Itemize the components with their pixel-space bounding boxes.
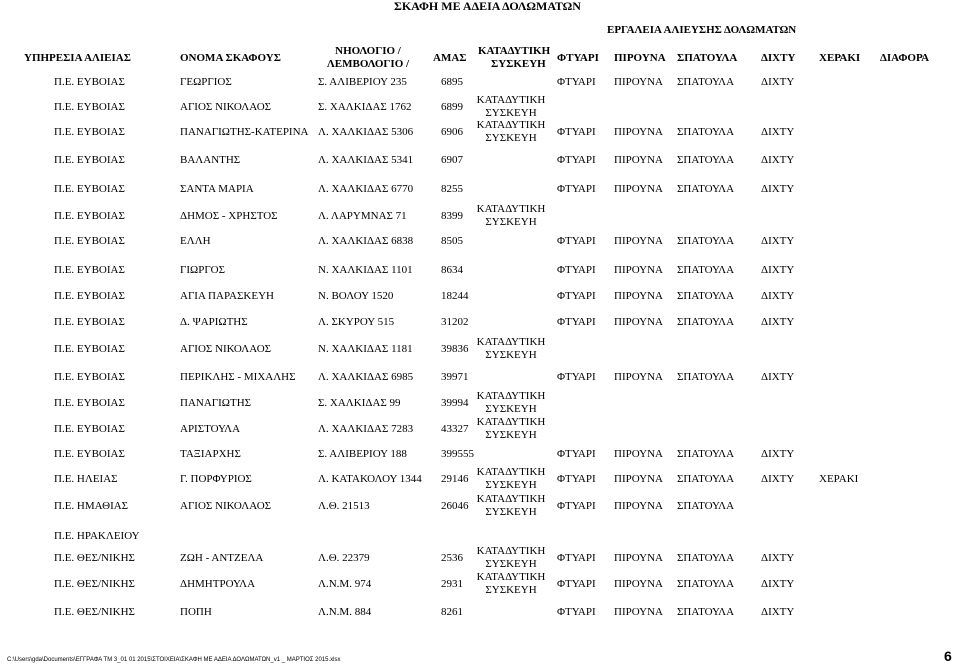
cell-service: Π.Ε. ΕΥΒΟΙΑΣ: [54, 290, 125, 302]
cell-amas: 6906: [441, 126, 463, 138]
cell-tool: ΦΤΥΑΡΙ: [557, 316, 596, 328]
cell-registry: Λ. ΧΑΛΚΙΔΑΣ 6838: [318, 235, 414, 247]
cell-tool: ΠΙΡΟΥΝΑ: [614, 264, 663, 276]
cell-tool: ΔΙΧΤΥ: [761, 371, 795, 383]
cell-trap-device: ΚΑΤΑΔΥΤΙΚΗ ΣΥΣΚΕΥΗ: [476, 466, 546, 491]
cell-tool: ΦΤΥΑΡΙ: [557, 235, 596, 247]
cell-vessel: ΠΑΝΑΓΙΩΤΗΣ-ΚΑΤΕΡΙΝΑ: [180, 126, 309, 138]
cell-tool: ΔΙΧΤΥ: [761, 578, 795, 590]
cell-vessel: ΑΓΙΟΣ ΝΙΚΟΛΑΟΣ: [180, 101, 272, 113]
cell-amas: 18244: [441, 290, 469, 302]
cell-vessel: ΒΑΛΑΝΤΗΣ: [180, 154, 241, 166]
cell-tool: ΔΙΧΤΥ: [761, 606, 795, 618]
cell-amas: 6907: [441, 154, 463, 166]
cell-tool: ΔΙΧΤΥ: [761, 76, 795, 88]
cell-tool: ΣΠΑΤΟΥΛΑ: [677, 500, 735, 512]
header-tool-other: ΔΙΑΦΟΡΑ: [880, 52, 930, 64]
cell-tool: ΠΙΡΟΥΝΑ: [614, 500, 663, 512]
cell-registry: Σ. ΑΛΙΒΕΡΙΟΥ 235: [318, 76, 407, 88]
cell-tool: ΠΙΡΟΥΝΑ: [614, 183, 663, 195]
cell-registry: Λ. ΣΚΥΡΟΥ 515: [318, 316, 395, 328]
cell-amas: 39971: [441, 371, 469, 383]
cell-service: Π.Ε. ΕΥΒΟΙΑΣ: [54, 76, 125, 88]
header-vessel: ΟΝΟΜΑ ΣΚΑΦΟΥΣ: [180, 52, 281, 64]
cell-amas: 39994: [441, 397, 469, 409]
cell-registry: Ν. ΒΟΛΟΥ 1520: [318, 290, 394, 302]
cell-tool: ΣΠΑΤΟΥΛΑ: [677, 290, 735, 302]
cell-trap-device: ΚΑΤΑΔΥΤΙΚΗ ΣΥΣΚΕΥΗ: [476, 416, 546, 441]
cell-service: Π.Ε. ΕΥΒΟΙΑΣ: [54, 101, 125, 113]
cell-service: Π.Ε. ΘΕΣ/ΝΙΚΗΣ: [54, 606, 135, 618]
cell-service: Π.Ε. ΘΕΣ/ΝΙΚΗΣ: [54, 578, 135, 590]
cell-registry: Λ. ΧΑΛΚΙΔΑΣ 6770: [318, 183, 414, 195]
cell-service: Π.Ε. ΗΡΑΚΛΕΙΟΥ: [54, 530, 140, 542]
cell-registry: Ν. ΧΑΛΚΙΔΑΣ 1181: [318, 343, 413, 355]
cell-tool: ΠΙΡΟΥΝΑ: [614, 578, 663, 590]
cell-tool: ΦΤΥΑΡΙ: [557, 371, 596, 383]
cell-tool: ΦΤΥΑΡΙ: [557, 606, 596, 618]
cell-trap-device: ΚΑΤΑΔΥΤΙΚΗ ΣΥΣΚΕΥΗ: [476, 336, 546, 361]
cell-tool: ΦΤΥΑΡΙ: [557, 473, 596, 485]
cell-amas: 26046: [441, 500, 469, 512]
cell-registry: Λ. ΧΑΛΚΙΔΑΣ 7283: [318, 423, 414, 435]
cell-tool: ΔΙΧΤΥ: [761, 316, 795, 328]
cell-tool: ΔΙΧΤΥ: [761, 126, 795, 138]
cell-tool: ΧΕΡΑΚΙ: [819, 473, 859, 485]
cell-tool: ΠΙΡΟΥΝΑ: [614, 371, 663, 383]
cell-registry: Σ. ΧΑΛΚΙΔΑΣ 1762: [318, 101, 412, 113]
cell-registry: Λ.Ν.Μ. 884: [318, 606, 372, 618]
cell-tool: ΔΙΧΤΥ: [761, 154, 795, 166]
cell-service: Π.Ε. ΗΛΕΙΑΣ: [54, 473, 118, 485]
cell-tool: ΣΠΑΤΟΥΛΑ: [677, 578, 735, 590]
cell-vessel: ΑΓΙΟΣ ΝΙΚΟΛΑΟΣ: [180, 343, 272, 355]
cell-registry: Λ.Ν.Μ. 974: [318, 578, 372, 590]
cell-service: Π.Ε. ΘΕΣ/ΝΙΚΗΣ: [54, 552, 135, 564]
header-trap-line1: ΚΑΤΑΔΥΤΙΚΗ: [478, 45, 551, 57]
cell-registry: Λ. ΚΑΤΑΚΟΛΟΥ 1344: [318, 473, 422, 485]
cell-tool: ΔΙΧΤΥ: [761, 290, 795, 302]
cell-registry: Λ. ΧΑΛΚΙΔΑΣ 5306: [318, 126, 414, 138]
cell-trap-device: ΚΑΤΑΔΥΤΙΚΗ ΣΥΣΚΕΥΗ: [476, 119, 546, 144]
cell-tool: ΦΤΥΑΡΙ: [557, 552, 596, 564]
cell-amas: 8255: [441, 183, 463, 195]
cell-tool: ΦΤΥΑΡΙ: [557, 578, 596, 590]
cell-registry: Λ.Θ. 22379: [318, 552, 370, 564]
header-tool-spatula: ΣΠΑΤΟΥΛΑ: [677, 52, 738, 64]
cell-registry: Λ. ΛΑΡΥΜΝΑΣ 71: [318, 210, 407, 222]
cell-tool: ΦΤΥΑΡΙ: [557, 183, 596, 195]
cell-vessel: ΠΟΠΗ: [180, 606, 212, 618]
cell-trap-device: ΚΑΤΑΔΥΤΙΚΗ ΣΥΣΚΕΥΗ: [476, 94, 546, 119]
cell-tool: ΠΙΡΟΥΝΑ: [614, 290, 663, 302]
cell-tool: ΦΤΥΑΡΙ: [557, 290, 596, 302]
cell-registry: Λ. ΧΑΛΚΙΔΑΣ 5341: [318, 154, 414, 166]
cell-tool: ΣΠΑΤΟΥΛΑ: [677, 606, 735, 618]
header-trap-line2: ΣΥΣΚΕΥΗ: [491, 58, 546, 70]
cell-registry: Λ.Θ. 21513: [318, 500, 370, 512]
cell-service: Π.Ε. ΕΥΒΟΙΑΣ: [54, 448, 125, 460]
header-registry-line1: ΝΗΟΛΟΓΙΟ /: [335, 45, 401, 57]
cell-tool: ΠΙΡΟΥΝΑ: [614, 448, 663, 460]
cell-vessel: ΤΑΞΙΑΡΧΗΣ: [180, 448, 241, 460]
cell-amas: 39836: [441, 343, 469, 355]
cell-tool: ΣΠΑΤΟΥΛΑ: [677, 126, 735, 138]
cell-tool: ΣΠΑΤΟΥΛΑ: [677, 448, 735, 460]
footer-file-path: C:\Users\gda\Documents\ΕΓΓΡΑΦΑ ΤΜ 3_01 01 2015\ΣΤΟΙΧΕΙΑ\ΣΚΑΦΗ ΜΕ ΑΔΕΙΑ ΔΟΛΩΜΑΤΩΝ_v1 _ ΜΑΡΤΙΟΣ 2015.xlsx: [7, 657, 341, 663]
cell-amas: 8399: [441, 210, 463, 222]
cell-tool: ΣΠΑΤΟΥΛΑ: [677, 76, 735, 88]
cell-vessel: ΔΗΜΗΤΡΟΥΛΑ: [180, 578, 256, 590]
cell-tool: ΦΤΥΑΡΙ: [557, 500, 596, 512]
cell-vessel: Δ. ΨΑΡΙΩΤΗΣ: [180, 316, 248, 328]
cell-amas: 6899: [441, 101, 463, 113]
cell-tool: ΔΙΧΤΥ: [761, 183, 795, 195]
cell-tool: ΔΙΧΤΥ: [761, 473, 795, 485]
cell-service: Π.Ε. ΕΥΒΟΙΑΣ: [54, 126, 125, 138]
cell-vessel: ΣΑΝΤΑ ΜΑΡΙΑ: [180, 183, 254, 195]
page-title: ΣΚΑΦΗ ΜΕ ΑΔΕΙΑ ΔΟΛΩΜΑΤΩΝ: [394, 0, 581, 13]
page-number: 6: [944, 648, 952, 664]
cell-vessel: ΓΕΩΡΓΙΟΣ: [180, 76, 232, 88]
cell-trap-device: ΚΑΤΑΔΥΤΙΚΗ ΣΥΣΚΕΥΗ: [476, 571, 546, 596]
cell-tool: ΠΙΡΟΥΝΑ: [614, 606, 663, 618]
cell-tool: ΔΙΧΤΥ: [761, 448, 795, 460]
cell-tool: ΠΙΡΟΥΝΑ: [614, 552, 663, 564]
cell-registry: Ν. ΧΑΛΚΙΔΑΣ 1101: [318, 264, 413, 276]
cell-registry: Σ. ΑΛΙΒΕΡΙΟΥ 188: [318, 448, 407, 460]
cell-tool: ΠΙΡΟΥΝΑ: [614, 154, 663, 166]
cell-amas: 43327: [441, 423, 469, 435]
cell-registry: Σ. ΧΑΛΚΙΔΑΣ 99: [318, 397, 401, 409]
cell-vessel: ΔΗΜΟΣ - ΧΡΗΣΤΟΣ: [180, 210, 278, 222]
header-service: ΥΠΗΡΕΣΙΑ ΑΛΙΕΙΑΣ: [24, 52, 131, 64]
cell-service: Π.Ε. ΕΥΒΟΙΑΣ: [54, 371, 125, 383]
cell-tool: ΣΠΑΤΟΥΛΑ: [677, 235, 735, 247]
cell-amas: 31202: [441, 316, 469, 328]
cell-vessel: ΖΩΗ - ΑΝΤΖΕΛΑ: [180, 552, 264, 564]
cell-tool: ΣΠΑΤΟΥΛΑ: [677, 154, 735, 166]
cell-service: Π.Ε. ΕΥΒΟΙΑΣ: [54, 183, 125, 195]
cell-registry: Λ. ΧΑΛΚΙΔΑΣ 6985: [318, 371, 414, 383]
cell-tool: ΠΙΡΟΥΝΑ: [614, 473, 663, 485]
cell-vessel: ΠΑΝΑΓΙΩΤΗΣ: [180, 397, 252, 409]
cell-tool: ΣΠΑΤΟΥΛΑ: [677, 473, 735, 485]
cell-amas: 8261: [441, 606, 463, 618]
cell-tool: ΣΠΑΤΟΥΛΑ: [677, 264, 735, 276]
cell-tool: ΣΠΑΤΟΥΛΑ: [677, 316, 735, 328]
cell-amas: 8505: [441, 235, 463, 247]
cell-trap-device: ΚΑΤΑΔΥΤΙΚΗ ΣΥΣΚΕΥΗ: [476, 203, 546, 228]
cell-vessel: ΓΙΩΡΓΟΣ: [180, 264, 226, 276]
cell-tool: ΣΠΑΤΟΥΛΑ: [677, 552, 735, 564]
cell-tool: ΣΠΑΤΟΥΛΑ: [677, 371, 735, 383]
cell-trap-device: ΚΑΤΑΔΥΤΙΚΗ ΣΥΣΚΕΥΗ: [476, 493, 546, 518]
cell-trap-device: ΚΑΤΑΔΥΤΙΚΗ ΣΥΣΚΕΥΗ: [476, 545, 546, 570]
cell-service: Π.Ε. ΕΥΒΟΙΑΣ: [54, 397, 125, 409]
cell-tool: ΔΙΧΤΥ: [761, 552, 795, 564]
cell-tool: ΠΙΡΟΥΝΑ: [614, 235, 663, 247]
cell-service: Π.Ε. ΕΥΒΟΙΑΣ: [54, 316, 125, 328]
cell-vessel: ΑΡΙΣΤΟΥΛΑ: [180, 423, 241, 435]
cell-vessel: ΕΛΛΗ: [180, 235, 211, 247]
cell-tool: ΔΙΧΤΥ: [761, 264, 795, 276]
cell-tool: ΦΤΥΑΡΙ: [557, 154, 596, 166]
header-tool-net: ΔΙΧΤΥ: [761, 52, 796, 64]
cell-service: Π.Ε. ΕΥΒΟΙΑΣ: [54, 235, 125, 247]
cell-service: Π.Ε. ΕΥΒΟΙΑΣ: [54, 154, 125, 166]
cell-tool: ΣΠΑΤΟΥΛΑ: [677, 183, 735, 195]
cell-trap-device: ΚΑΤΑΔΥΤΙΚΗ ΣΥΣΚΕΥΗ: [476, 390, 546, 415]
cell-service: Π.Ε. ΕΥΒΟΙΑΣ: [54, 423, 125, 435]
cell-service: Π.Ε. ΕΥΒΟΙΑΣ: [54, 210, 125, 222]
cell-amas: 8634: [441, 264, 463, 276]
cell-tool: ΦΤΥΑΡΙ: [557, 76, 596, 88]
cell-tool: ΠΙΡΟΥΝΑ: [614, 126, 663, 138]
cell-tool: ΦΤΥΑΡΙ: [557, 126, 596, 138]
header-tool-shovel: ΦΤΥΑΡΙ: [557, 52, 599, 64]
cell-service: Π.Ε. ΕΥΒΟΙΑΣ: [54, 264, 125, 276]
cell-vessel: Γ. ΠΟΡΦΥΡΙΟΣ: [180, 473, 252, 485]
cell-amas: 6895: [441, 76, 463, 88]
cell-amas: 399555: [441, 448, 474, 460]
cell-tool: ΠΙΡΟΥΝΑ: [614, 76, 663, 88]
cell-service: Π.Ε. ΗΜΑΘΙΑΣ: [54, 500, 129, 512]
cell-tool: ΠΙΡΟΥΝΑ: [614, 316, 663, 328]
cell-service: Π.Ε. ΕΥΒΟΙΑΣ: [54, 343, 125, 355]
cell-vessel: ΠΕΡΙΚΛΗΣ - ΜΙΧΑΛΗΣ: [180, 371, 296, 383]
cell-tool: ΔΙΧΤΥ: [761, 235, 795, 247]
tools-group-header: ΕΡΓΑΛΕΙΑ ΑΛΙΕΥΣΗΣ ΔΟΛΩΜΑΤΩΝ: [607, 24, 797, 36]
cell-amas: 2931: [441, 578, 463, 590]
cell-tool: ΦΤΥΑΡΙ: [557, 264, 596, 276]
cell-amas: 2536: [441, 552, 463, 564]
header-amas: ΑΜΑΣ: [433, 52, 467, 64]
cell-amas: 29146: [441, 473, 469, 485]
cell-vessel: ΑΓΙΑ ΠΑΡΑΣΚΕΥΗ: [180, 290, 274, 302]
cell-vessel: ΑΓΙΟΣ ΝΙΚΟΛΑΟΣ: [180, 500, 272, 512]
cell-tool: ΦΤΥΑΡΙ: [557, 448, 596, 460]
header-tool-fork: ΠΙΡΟΥΝΑ: [614, 52, 666, 64]
header-registry-line2: ΛΕΜΒΟΛΟΓΙΟ /: [326, 58, 410, 70]
header-tool-hand: ΧΕΡΑΚΙ: [819, 52, 861, 64]
